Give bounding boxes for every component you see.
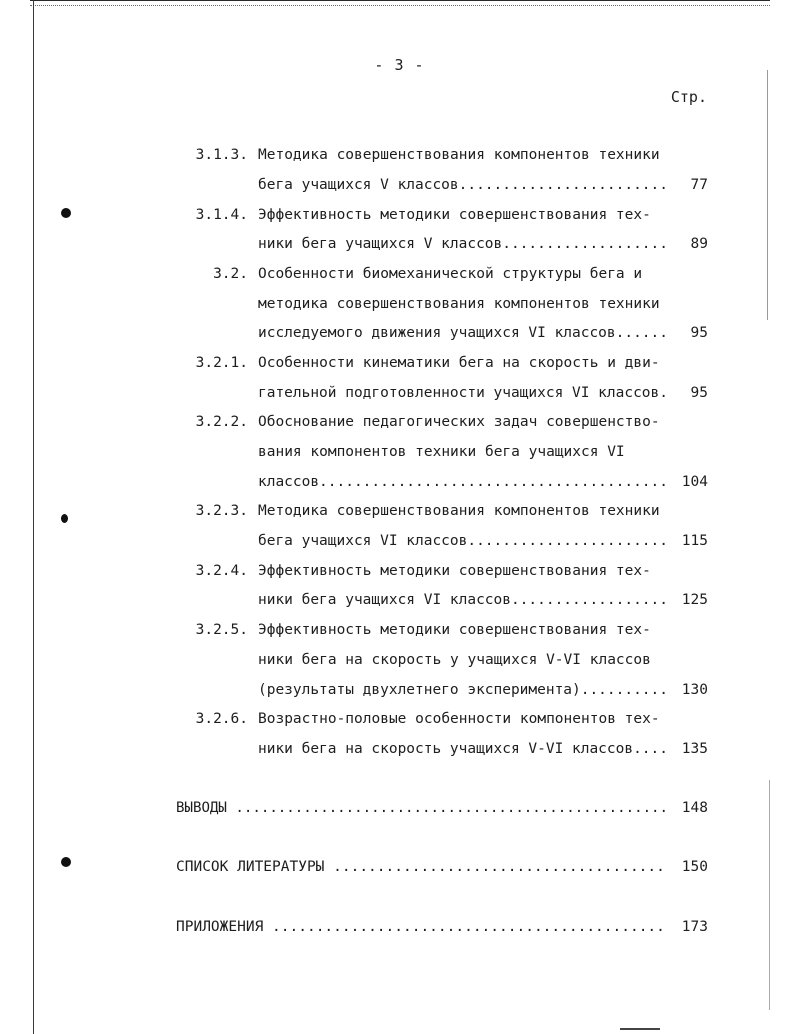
toc-entry-text: ники бега учащихся VI классов.................. [258, 592, 668, 608]
toc-entry-page: 125 [681, 592, 708, 608]
toc-entry-page: 77 [690, 177, 708, 193]
toc-entry-text: Эффективность методики совершенствования тех- [258, 563, 651, 579]
scan-top-edge [30, 0, 770, 6]
toc-entry-text: Особенности биомеханической структуры бега и [258, 266, 643, 282]
toc-section-page: 150 [681, 859, 708, 875]
toc-entry-text: методика совершенствования компонентов техники [258, 296, 660, 312]
toc-entry-number: 3.2.5. [195, 622, 248, 638]
toc-section-page: 173 [681, 919, 708, 935]
toc-entry-page: 89 [690, 236, 708, 252]
punch-hole-mark [61, 514, 68, 523]
toc-entry-text: Методика совершенствования компонентов техники [258, 147, 660, 163]
toc-entry-text: вания компонентов техники бега учащихся VI [258, 444, 625, 460]
page-number: - 3 - [374, 56, 425, 74]
page-column-header: Стр. [670, 88, 707, 106]
toc-entry-text: классов........................................ [258, 474, 668, 490]
toc-entry-text: ники бега на скорость у учащихся V-VI классов [258, 652, 651, 668]
scan-right-edge-lower [769, 780, 770, 1010]
toc-entry-text: Методика совершенствования компонентов техники [258, 503, 660, 519]
punch-hole-mark [61, 208, 71, 218]
toc-entry-text: Эффективность методики совершенствования тех- [258, 622, 651, 638]
toc-entry-text: бега учащихся VI классов....................... [258, 533, 668, 549]
toc-entry-text: гательной подготовленности учащихся VI классов. [258, 385, 668, 401]
scan-right-edge [767, 70, 768, 320]
toc-section-dots: ............................................. [272, 919, 665, 935]
toc-entry-page: 104 [681, 474, 708, 490]
toc-entry-page: 130 [681, 682, 708, 698]
toc-entry-text: Особенности кинематики бега на скорость и дви- [258, 355, 660, 371]
toc-entry-page: 95 [690, 325, 708, 341]
scan-bottom-mark [620, 1028, 660, 1030]
toc-entry-page: 95 [690, 385, 708, 401]
toc-section-dots: ................................................... [235, 800, 669, 816]
toc-entry-page: 115 [681, 533, 708, 549]
toc-section-title-text: СПИСОК ЛИТЕРАТУРЫ [176, 859, 325, 875]
scan-left-edge [33, 0, 34, 1034]
toc-entry-number: 3.2.4. [195, 563, 248, 579]
toc-entry-number: 3.2. [213, 266, 248, 282]
toc-section-title-text: ВЫВОДЫ [176, 800, 227, 816]
toc-entry-number: 3.2.2. [195, 414, 248, 430]
toc-section-title [176, 858, 665, 876]
toc-entry-text: (результаты двухлетнего эксперимента).......... [258, 682, 668, 698]
toc-entry-number: 3.2.3. [195, 503, 248, 519]
toc-section-title-text: ПРИЛОЖЕНИЯ [176, 919, 264, 935]
toc-entry-text: Обоснование педагогических задач совершенство- [258, 414, 660, 430]
toc-entry-text: Эффективность методики совершенствования тех- [258, 207, 651, 223]
toc-entry-text: исследуемого движения учащихся VI классов...... [258, 325, 668, 341]
toc-entry-text: ники бега на скорость учащихся V-VI классов.... [258, 741, 668, 757]
toc-section-page: 148 [681, 800, 708, 816]
toc-entry-text: Возрастно-половые особенности компонентов тех- [258, 711, 660, 727]
toc-section-title [176, 799, 668, 817]
toc-entry-text: ники бега учащихся V классов................... [258, 236, 668, 252]
toc-section-dots: ...................................... [333, 859, 665, 875]
toc-entry-text: бега учащихся V классов........................ [258, 177, 668, 193]
punch-hole-mark [61, 857, 71, 867]
toc-entry-number: 3.2.1. [195, 355, 248, 371]
toc-section-title [176, 918, 665, 936]
toc-entry-number: 3.1.3. [195, 147, 248, 163]
toc-entry-page: 135 [681, 741, 708, 757]
toc-entry-number: 3.1.4. [195, 207, 248, 223]
toc-entry-number: 3.2.6. [195, 711, 248, 727]
